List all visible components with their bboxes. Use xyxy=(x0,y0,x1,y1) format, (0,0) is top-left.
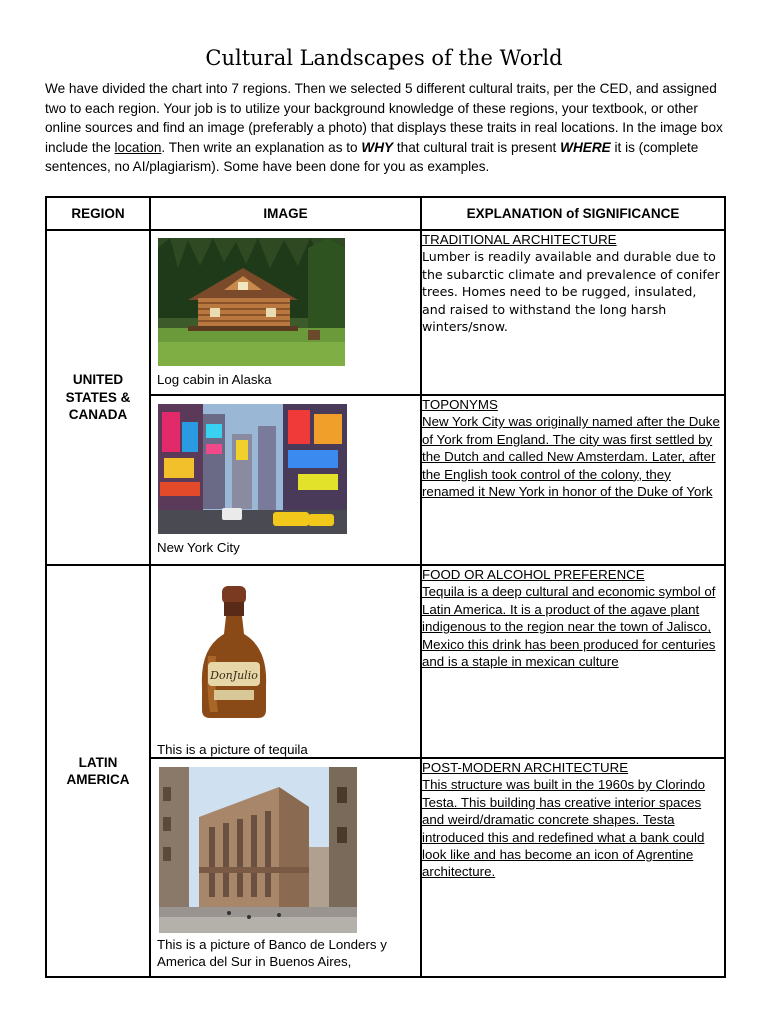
trait-heading: TRADITIONAL ARCHITECTURE xyxy=(422,232,617,247)
explanation-cell xyxy=(421,395,725,565)
page-title: Cultural Landscapes of the World xyxy=(205,46,563,70)
why-word: WHY xyxy=(361,139,394,155)
image-caption: New York City xyxy=(157,540,240,555)
header-region: REGION xyxy=(46,197,150,230)
explanation-text: Lumber is readily available and durable due to the subarctic climate and prevalence of conifer trees. Homes need to be rugged, insulated, and raised to withstand the long harsh winters/snow. xyxy=(422,249,720,335)
intro-text-4: it is (complete sentences, no AI/plagiarism). Some have been done for you as examples. xyxy=(45,139,699,175)
region-cell xyxy=(46,565,150,977)
image-cell xyxy=(150,758,421,977)
region-cell xyxy=(46,230,150,565)
trait-heading: TOPONYMS xyxy=(422,397,498,412)
where-word: WHERE xyxy=(560,139,611,155)
image-cell xyxy=(150,565,421,758)
cultural-landscapes-table xyxy=(45,196,726,978)
explanation-cell xyxy=(421,230,725,395)
image-cell xyxy=(150,395,421,565)
image-caption: This is a picture of Banco de Londers y America del Sur in Buenos Aires, xyxy=(157,937,387,970)
header-image: IMAGE xyxy=(150,197,421,230)
header-explanation: EXPLANATION of SIGNIFICANCE xyxy=(421,197,725,230)
bottle-label-text: DonJulio xyxy=(210,669,258,682)
table-row xyxy=(46,565,725,758)
banco-de-londres-photo xyxy=(159,767,357,933)
log-cabin-photo xyxy=(158,238,345,366)
explanation-text: New York City was originally named after the Duke of York from England. The city was first settled by the Dutch and called New Amsterdam. Later, after the English took control of the colony, they renamed it New York in honor of the Duke of York xyxy=(422,414,720,500)
intro-text-1: We have divided the chart into 7 regions. Then we selected 5 different cultural traits, per the CED, and assigned two to each region. Your job is to utilize your background knowledge of these regions, your textbook, or other online sources and find an image (preferably a photo) that displays these traits in real locations. In the image box include the xyxy=(45,81,723,155)
trait-heading: FOOD OR ALCOHOL PREFERENCE xyxy=(422,567,645,582)
explanation-text: This structure was built in the 1960s by Clorindo Testa. This building has creative interior spaces and weird/dramatic concrete shapes. Testa introduced this and redefined what a bank could look like and has become an icon of Agrentine architecture. xyxy=(422,777,706,880)
region-name: UNITED STATES & CANADA xyxy=(65,372,131,423)
instructions-paragraph xyxy=(45,79,725,177)
tequila-bottle-photo xyxy=(196,586,272,722)
location-word: location xyxy=(114,139,162,155)
header-row xyxy=(46,197,725,230)
explanation-text: Tequila is a deep cultural and economic symbol of Latin America. It is a product of the agave plant indigenous to the region near the town of Jalisco, Mexico this drink has been produced for centuries and is a staple in mexican culture xyxy=(422,584,716,670)
image-caption: Log cabin in Alaska xyxy=(157,372,272,387)
times-square-photo xyxy=(158,404,347,534)
trait-heading: POST-MODERN ARCHITECTURE xyxy=(422,760,629,775)
explanation-cell xyxy=(421,758,725,977)
image-cell xyxy=(150,230,421,395)
region-name: LATIN AMERICA xyxy=(66,754,130,787)
table-row xyxy=(46,230,725,395)
image-caption: This is a picture of tequila xyxy=(157,742,308,757)
explanation-cell xyxy=(421,565,725,758)
intro-text-3: that cultural trait is present xyxy=(393,139,561,155)
intro-text-2: . Then write an explanation as to xyxy=(161,139,362,155)
